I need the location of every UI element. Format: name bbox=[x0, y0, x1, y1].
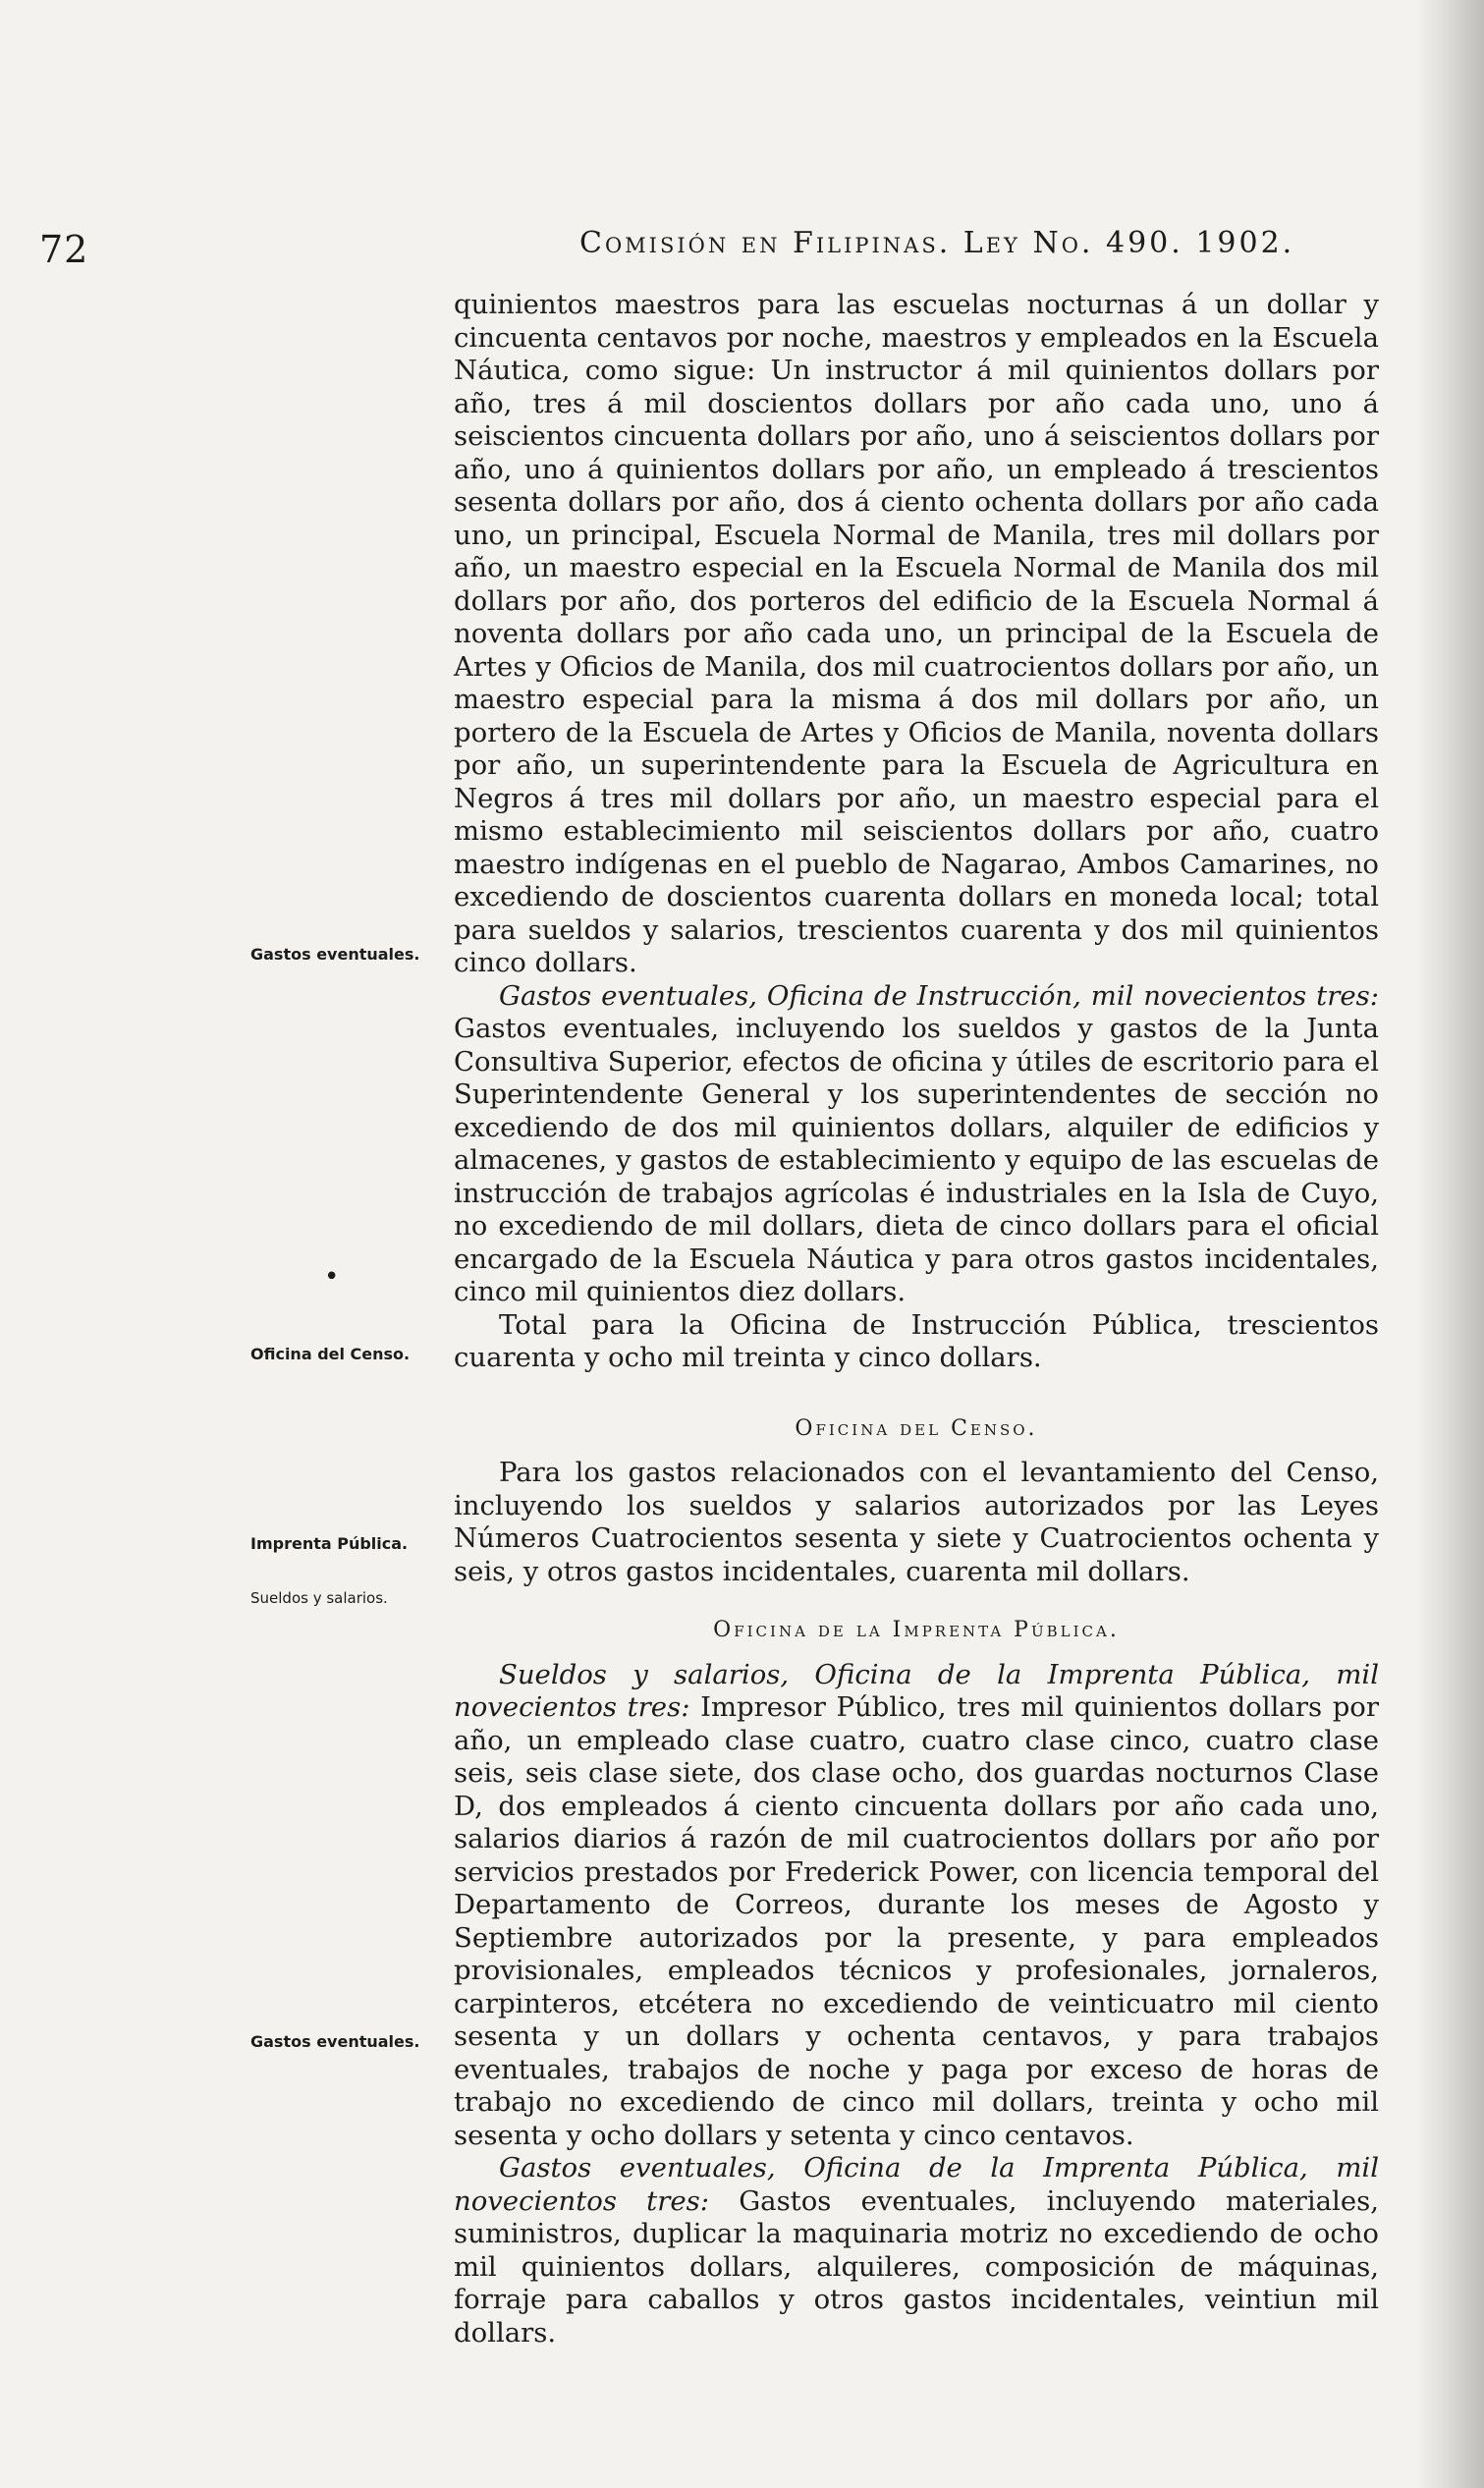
paragraph-gastos-eventuales bbox=[454, 980, 1379, 1309]
paragraph-total: Total para la Oficina de Instrucción Pública, trescientos cuarenta y ocho mil treinta y cinco dollars. bbox=[454, 1308, 1379, 1373]
document-body bbox=[454, 289, 1379, 2350]
paragraph-censo: Para los gastos relacionados con el levantamiento del Censo, incluyendo los sueldos y salarios autorizados por las Leyes Números Cuatrocientos sesenta y siete y Cuatrocientos ochenta y seis, y otros gastos incidentales, cuarenta mil dollars. bbox=[454, 1457, 1379, 1587]
margin-note-imprenta-publica: Imprenta Pública. bbox=[250, 1534, 409, 1553]
running-head: Comisión en Filipinas. Ley No. 490. 1902. bbox=[579, 226, 1295, 260]
gastos-eventuales-text: Gastos eventuales, incluyendo los sueldos y gastos de la Junta Consultiva Superior, efectos de oficina y útiles de escritorio para el Superintendente General y los superintendentes de sección no excediendo de dos mil quinientos dollars, alquiler de edificios y almacenes, y gastos de establecimiento y equipo de las escuelas de instrucción de trabajos agrícolas é industriales en la Isla de Cuyo, no excediendo de mil dollars, dieta de cinco dollars para el oficial encargado de la Escuela Náutica y para otros gastos incidentales, cinco mil quinientos diez dollars. bbox=[454, 1013, 1379, 1307]
gastos-eventuales-imprenta-lead: Gastos eventuales, Oficina de la Imprenta Pública, mil novecientos tres: bbox=[454, 2152, 1379, 2217]
paragraph-continuation: quinientos maestros para las escuelas nocturnas á un dollar y cincuenta centavos por noche, maestros y empleados en la Escuela Náutica, como sigue: Un instructor á mil quinientos dollars por año, tres á mil doscientos dollars por año cada uno, uno á seiscientos cincuenta dollars por año, uno á seiscientos dollars por año, uno á quinientos dollars por año, un empleado á trescientos sesenta dollars por año, dos á ciento ochenta dollars por año cada uno, un principal, Escuela Normal de Manila, tres mil dollars por año, un maestro especial en la Escuela Normal de Manila dos mil dollars por año, dos porteros del edificio de la Escuela Normal á noventa dollars por año cada uno, un principal de la Escuela de Artes y Oficios de Manila, dos mil cuatrocientos dollars por año, un maestro especial para la misma á dos mil dollars por año, un portero de la Escuela de Artes y Oficios de Manila, noventa dollars por año, un superintendente para la Escuela de Agricultura en Negros á tres mil dollars por año, un maestro especial para el mismo establecimiento mil seiscientos dollars por año, cuatro maestro indígenas en el pueblo de Nagarao, Ambos Camarines, no excediendo de doscientos cuarenta dollars en moneda local; total para sueldos y salarios, trescientos cuarenta y dos mil quinientos cinco dollars. bbox=[454, 289, 1379, 978]
sueldos-salarios-text: Impresor Público, tres mil quinientos dollars por año, un empleado clase cuatro, cuatro clase cinco, cuatro clase seis, seis clase siete, dos clase ocho, dos guardas nocturnos Clase D, dos empleados á ciento cincuenta dollars por año cada uno, salarios diarios á razón de mil cuatrocientos dollars por año por servicios prestados por Frederick Power, con licencia temporal del Departamento de Correos, durante los meses de Agosto y Septiembre autorizados por la presente, y para empleados provisionales, empleados técnicos y profesionales, jornaleros, carpinteros, etcétera no excediendo de veinticuatro mil ciento sesenta y un dollars y ochenta centavos, y para trabajos eventuales, trabajos de noche y paga por exceso de horas de trabajo no excediendo de cinco mil dollars, treinta y ocho mil sesenta y ocho dollars y setenta y cinco centavos. bbox=[454, 1691, 1380, 2151]
margin-dot: • bbox=[324, 1262, 340, 1292]
margin-note-sueldos-salarios: Sueldos y salarios. bbox=[250, 1589, 388, 1607]
paragraph-sueldos-salarios bbox=[454, 1659, 1379, 2153]
margin-note-gastos-eventuales: Gastos eventuales. bbox=[250, 945, 420, 964]
section-heading-imprenta: Oficina de la Imprenta Pública. bbox=[713, 1618, 1120, 1642]
gastos-eventuales-imprenta-text: Gastos eventuales, incluyendo materiales, suministros, duplicar la maquinaria motriz no excediendo de ocho mil quinientos dollars, alquileres, composición de máquinas, forraje para caballos y otros gastos incidentales, veintiun mil dollars. bbox=[454, 2184, 1379, 2349]
page-edge-shadow bbox=[1415, 0, 1484, 2488]
margin-note-gastos-eventuales-2: Gastos eventuales. bbox=[250, 2032, 420, 2051]
section-heading-censo: Oficina del Censo. bbox=[795, 1415, 1038, 1441]
margin-note-oficina-censo: Oficina del Censo. bbox=[250, 1345, 411, 1363]
paragraph-gastos-eventuales-imprenta bbox=[454, 2152, 1379, 2350]
gastos-eventuales-lead: Gastos eventuales, Oficina de Instrucción, mil novecientos tres: bbox=[499, 979, 1379, 1012]
page-number: 72 bbox=[39, 228, 89, 271]
sueldos-salarios-lead: Sueldos y salarios, Oficina de la Imprenta Pública, mil novecientos tres: bbox=[454, 1658, 1379, 1723]
